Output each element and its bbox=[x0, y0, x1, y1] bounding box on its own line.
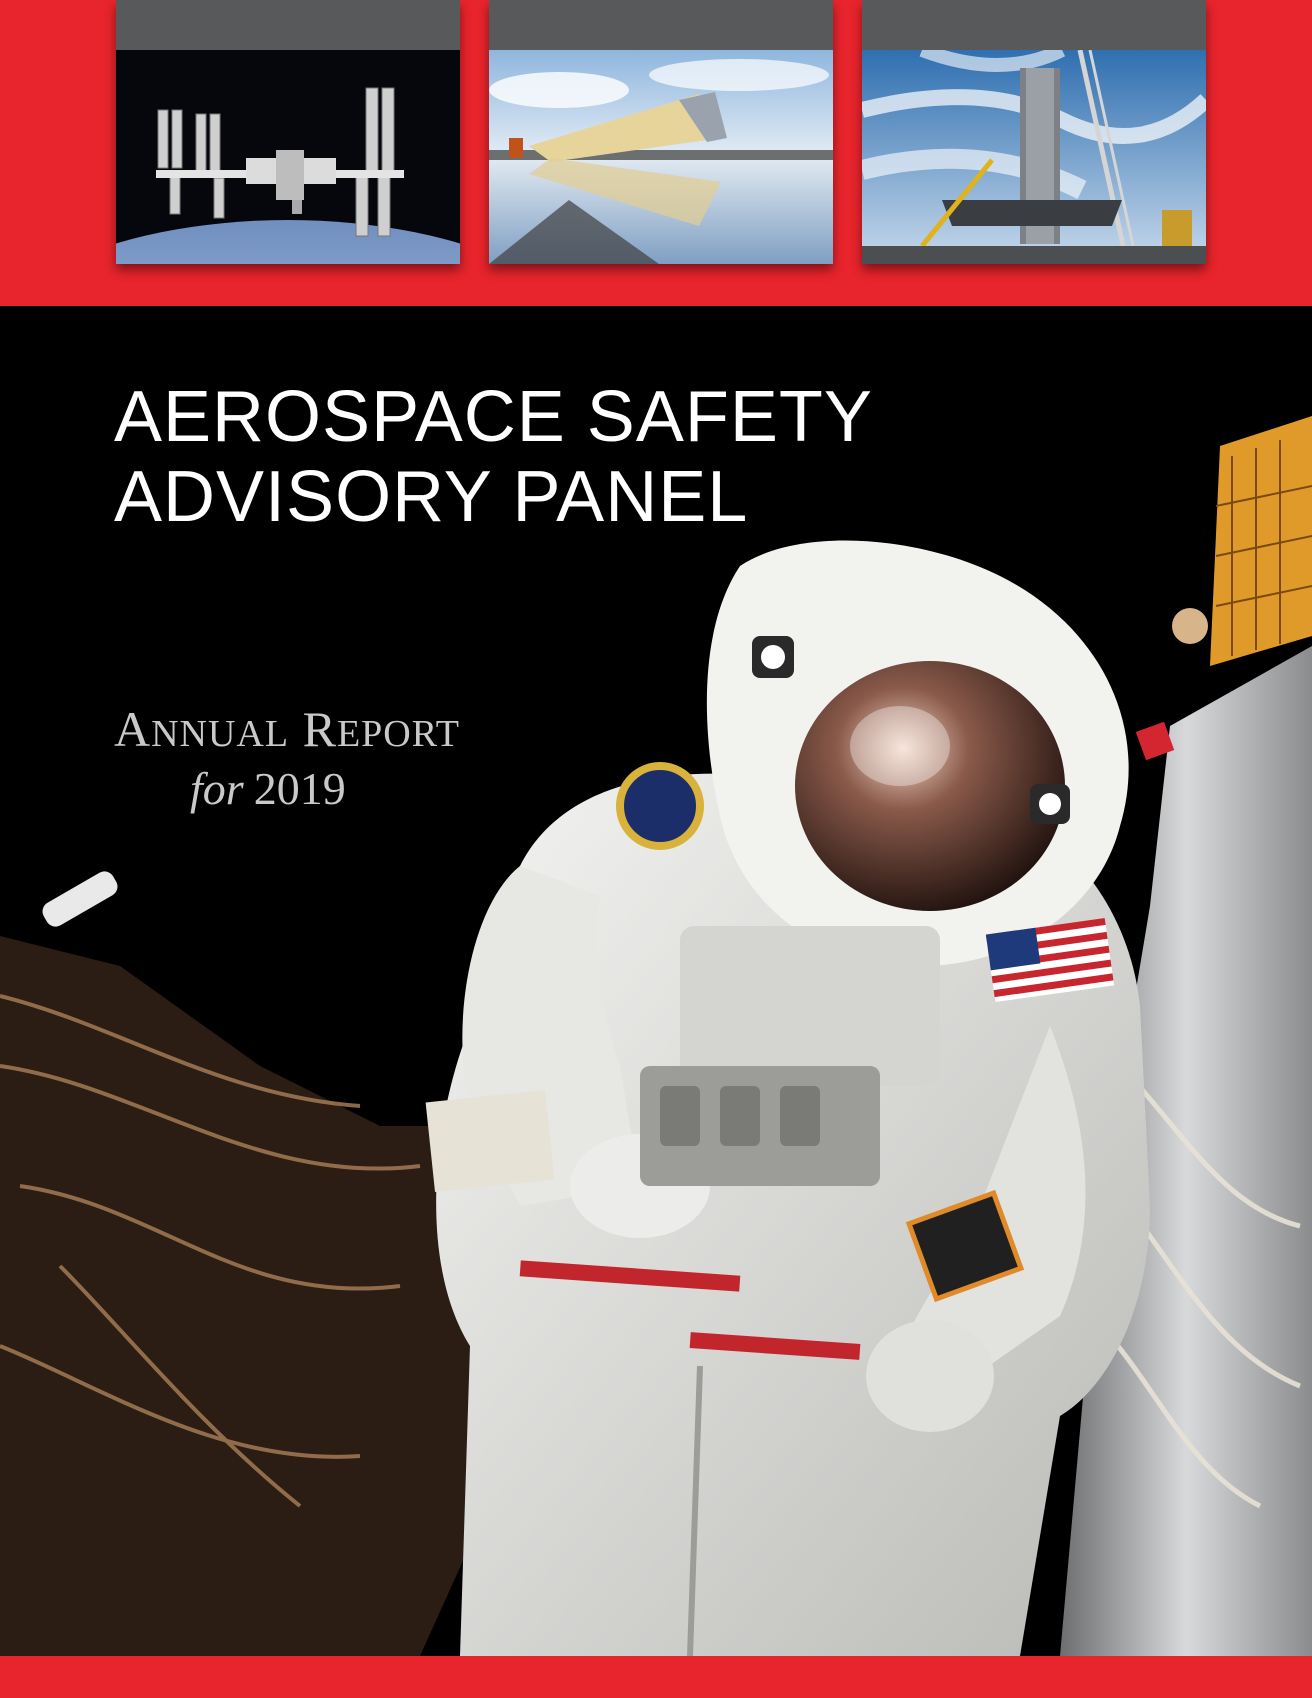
launch-tower-image bbox=[862, 50, 1206, 264]
bottom-red-band bbox=[0, 1656, 1312, 1698]
report-year: 2019 bbox=[253, 763, 346, 814]
space-station-photo bbox=[116, 0, 460, 264]
top-red-band bbox=[0, 0, 1312, 306]
annual-initial: A bbox=[114, 701, 152, 757]
annual-report-label bbox=[114, 700, 460, 758]
report-year-line bbox=[190, 762, 460, 815]
report-initial: R bbox=[302, 701, 337, 757]
launch-tower-photo bbox=[862, 0, 1206, 264]
title-line-2: ADVISORY PANEL bbox=[114, 457, 749, 537]
photo-header-strip bbox=[489, 0, 833, 50]
report-rest: EPORT bbox=[336, 713, 461, 755]
annual-rest: NNUAL bbox=[151, 713, 290, 755]
rocket-stage-image bbox=[489, 50, 833, 264]
rocket-stage-transport-photo bbox=[489, 0, 833, 264]
for-label: for bbox=[190, 763, 244, 814]
photo-header-strip bbox=[862, 0, 1206, 50]
report-subtitle bbox=[114, 700, 460, 815]
panel-title bbox=[114, 377, 873, 537]
photo-header-strip bbox=[116, 0, 460, 50]
space-station-image bbox=[116, 50, 460, 264]
title-line-1: AEROSPACE SAFETY bbox=[114, 377, 873, 457]
